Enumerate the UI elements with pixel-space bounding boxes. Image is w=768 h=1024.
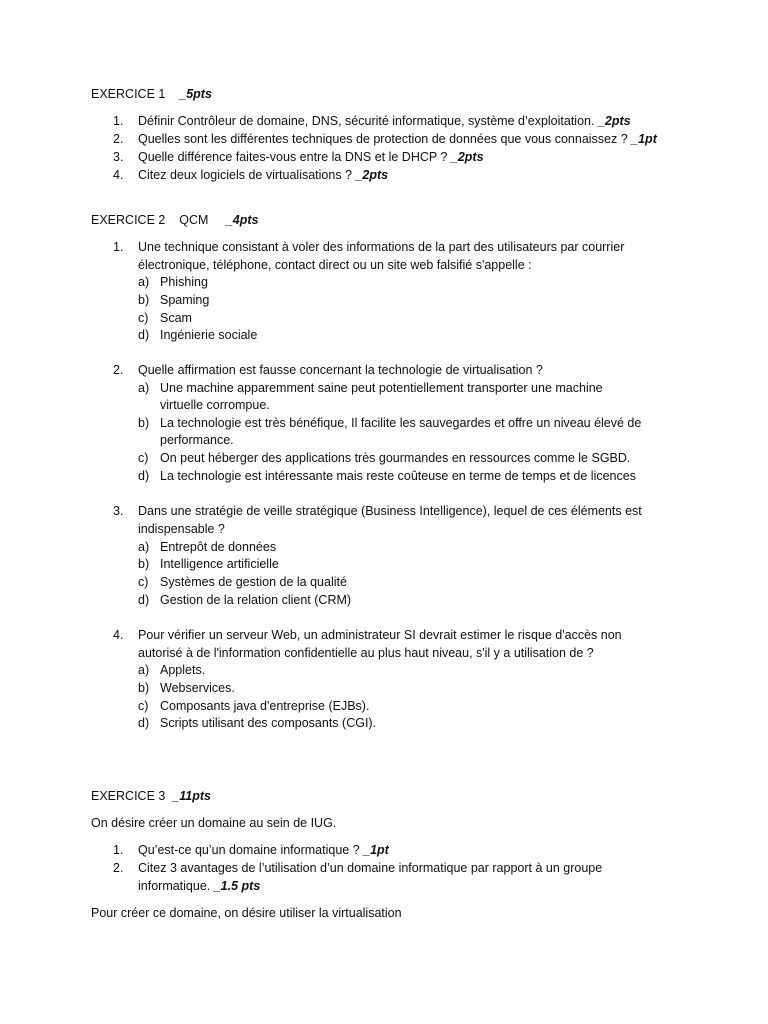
option-letter: b)	[138, 681, 150, 695]
question-number: 3.	[113, 504, 124, 518]
question-1-line-2: électronique, téléphone, contact direct ou un site web falsifié s'appelle :	[138, 258, 532, 272]
item-text: Définir Contrôleur de domaine, DNS, sécurité informatique, système d’exploitation.	[138, 114, 598, 128]
option-text: Scam	[160, 311, 192, 325]
item-text: Qu’est-ce qu’un domaine informatique ?	[138, 843, 364, 857]
option-text: On peut héberger des applications très gourmandes en ressources comme le SGBD.	[160, 451, 631, 465]
exercise-1-item-4	[138, 167, 388, 183]
option-letter: a)	[138, 540, 150, 554]
exercise-3-intro: On désire créer un domaine au sein de IUG.	[91, 816, 337, 830]
option-letter: a)	[138, 381, 150, 395]
question-number: 1.	[113, 240, 124, 254]
option-letter: d)	[138, 593, 150, 607]
exercise-title: EXERCICE 3	[91, 789, 166, 803]
exercise-title: EXERCICE 1	[91, 87, 166, 101]
question-3-line-1: Dans une stratégie de veille stratégique (Business Intelligence), lequel de ces éléments est	[138, 504, 642, 518]
option-letter: a)	[138, 663, 150, 677]
exercise-3-item-2: Citez 3 avantages de l’utilisation d’un domaine informatique par rapport à un groupe	[138, 861, 603, 875]
option-letter: b)	[138, 293, 150, 307]
exercise-points: _11pts	[172, 789, 211, 803]
option-text: Spaming	[160, 293, 210, 307]
option-text: Gestion de la relation client (CRM)	[160, 593, 352, 607]
item-points: _2pts	[597, 114, 631, 128]
exercise-subtitle: QCM	[179, 213, 209, 227]
exercise-1-item-1	[138, 113, 631, 129]
item-text: informatique.	[138, 879, 214, 893]
exercise-points: _5pts	[179, 87, 212, 101]
exercise-3-heading	[91, 788, 211, 804]
exercise-3-outro: Pour créer ce domaine, on désire utiliser la virtualisation	[91, 906, 402, 920]
question-2-line-1: Quelle affirmation est fausse concernant la technologie de virtualisation ?	[138, 363, 543, 377]
item-points: _2pts	[355, 168, 389, 182]
item-number: 2.	[113, 132, 124, 146]
option-letter: c)	[138, 311, 149, 325]
option-letter: d)	[138, 328, 150, 342]
question-number: 4.	[113, 628, 124, 642]
item-points: _1.5 pts	[213, 879, 261, 893]
option-text-continued: performance.	[160, 433, 234, 447]
item-number: 4.	[113, 168, 124, 182]
item-points: _1pt	[363, 843, 389, 857]
option-text: Systèmes de gestion de la qualité	[160, 575, 347, 589]
option-text: Intelligence artificielle	[160, 557, 279, 571]
option-text: Entrepôt de données	[160, 540, 277, 554]
item-text: Quelles sont les différentes techniques de protection de données que vous connaissez ?	[138, 132, 632, 146]
option-text: Phishing	[160, 275, 208, 289]
option-text: La technologie est intéressante mais reste coûteuse en terme de temps et de licences	[160, 469, 636, 483]
exercise-1-heading	[91, 86, 212, 102]
option-text: Webservices.	[160, 681, 235, 695]
exercise-2-heading	[91, 212, 258, 228]
item-number: 3.	[113, 150, 124, 164]
question-3-line-2: indispensable ?	[138, 522, 225, 536]
question-4-line-1: Pour vérifier un serveur Web, un administrateur SI devrait estimer le risque d'accès non	[138, 628, 622, 642]
option-letter: a)	[138, 275, 150, 289]
option-text: Une machine apparemment saine peut potentiellement transporter une machine	[160, 381, 603, 395]
option-text: Applets.	[160, 663, 206, 677]
exercise-3-item-2-continued	[138, 878, 260, 894]
item-number: 1.	[113, 114, 124, 128]
option-text: Composants java d'entreprise (EJBs).	[160, 699, 370, 713]
exercise-1-item-3	[138, 149, 484, 165]
item-points: _1pt	[631, 132, 657, 146]
question-4-line-2: autorisé à de l'information confidentielle au plus haut niveau, s'il y a utilisation de ?	[138, 646, 594, 660]
item-number: 2.	[113, 861, 124, 875]
option-text-continued: virtuelle corrompue.	[160, 398, 270, 412]
option-letter: c)	[138, 451, 149, 465]
option-letter: c)	[138, 699, 149, 713]
option-letter: d)	[138, 716, 150, 730]
option-text: Ingénierie sociale	[160, 328, 258, 342]
exercise-3-item-1	[138, 842, 389, 858]
option-letter: d)	[138, 469, 150, 483]
item-text: Quelle différence faites-vous entre la DNS et le DHCP ?	[138, 150, 451, 164]
exercise-title: EXERCICE 2	[91, 213, 166, 227]
exercise-1-item-2	[138, 131, 657, 147]
item-points: _2pts	[450, 150, 484, 164]
option-letter: b)	[138, 557, 150, 571]
option-text: La technologie est très bénéfique, Il facilite les sauvegardes et offre un niveau élevé de	[160, 416, 642, 430]
item-number: 1.	[113, 843, 124, 857]
exercise-points: _4pts	[225, 213, 259, 227]
option-letter: c)	[138, 575, 149, 589]
option-letter: b)	[138, 416, 150, 430]
item-text: Citez deux logiciels de virtualisations ?	[138, 168, 356, 182]
option-text: Scripts utilisant des composants (CGI).	[160, 716, 377, 730]
question-number: 2.	[113, 363, 124, 377]
question-1-line-1: Une technique consistant à voler des informations de la part des utilisateurs par courrier	[138, 240, 625, 254]
